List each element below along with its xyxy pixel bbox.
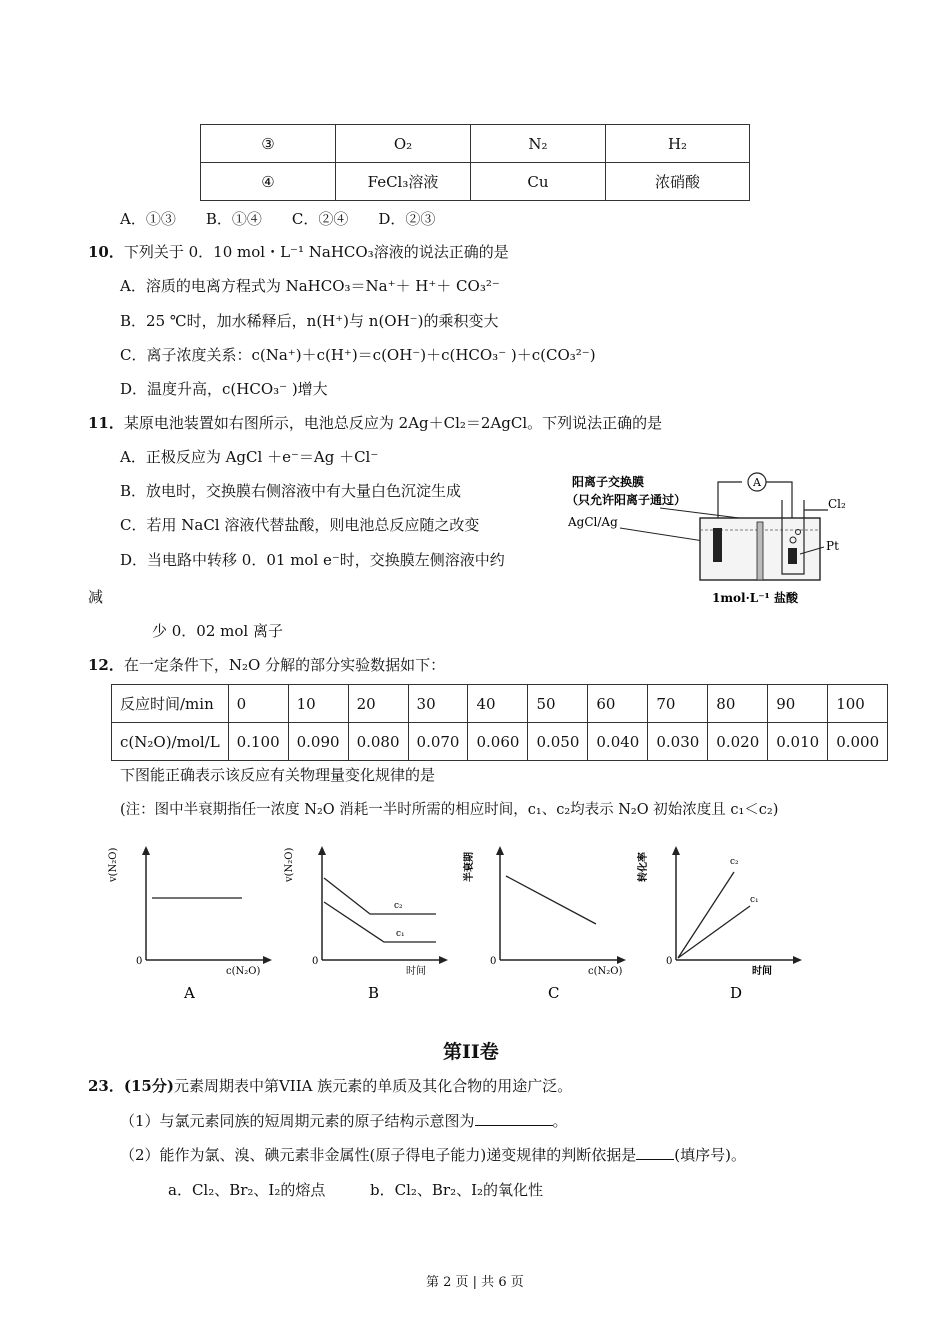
table-cell: 0.020 (708, 723, 768, 761)
x-axis-label: 时间 (406, 966, 426, 977)
c1-label: c₁ (396, 929, 405, 939)
q23-option-a: a．Cl₂、Br₂、I₂的熔点 (168, 1181, 326, 1199)
table-cell: 100 (828, 685, 888, 723)
membrane-note: （只允许阳离子通过） (566, 493, 687, 507)
table-header: c(N₂O)/mol/L (112, 723, 229, 761)
c2-line (324, 878, 436, 914)
q12-graph-c (464, 840, 636, 1010)
table-cell: O₂ (336, 125, 471, 163)
q12-graph-b (284, 840, 458, 1010)
table-cell: ④ (201, 163, 336, 201)
c1-label: c₁ (750, 895, 759, 905)
table-cell: ③ (201, 125, 336, 163)
table-cell: 0.000 (828, 723, 888, 761)
q11-option-d-end: 少 0．02 mol 离子 (152, 622, 283, 640)
table-cell: 80 (708, 685, 768, 723)
c2-label: c₂ (730, 857, 739, 867)
table-cell: 0.040 (588, 723, 648, 761)
section-title: 第II卷 (443, 1041, 499, 1063)
page-footer: 第 2 页 | 共 6 页 (426, 1275, 524, 1290)
y-axis-label: v(N₂O) (108, 847, 119, 882)
part-text: （1）与氯元素同族的短周期元素的原子结构示意图为 (120, 1112, 475, 1130)
origin-label: 0 (666, 956, 673, 967)
table-cell: 0.090 (288, 723, 348, 761)
solution-label: 1mol·L⁻¹ 盐酸 (712, 591, 798, 605)
graph-letter: A (184, 984, 195, 1002)
q10-option-c: C．离子浓度关系：c(Na⁺)＋c(H⁺)＝c(OH⁻)＋c(HCO₃⁻ )＋c(CO₃²⁻) (120, 346, 596, 364)
answer-blank[interactable] (636, 1145, 674, 1160)
question-text: 在一定条件下，N₂O 分解的部分实验数据如下： (123, 656, 446, 674)
y-axis-label: 转化率 (638, 852, 649, 882)
q10-option-b: B．25 ℃时，加水稀释后，n(H⁺)与 n(OH⁻)的乘积变大 (120, 312, 499, 330)
q11-option-b: B．放电时，交换膜右侧溶液中有大量白色沉淀生成 (120, 482, 462, 500)
part-end: 。 (552, 1112, 568, 1130)
x-axis-label: c(N₂O) (588, 966, 623, 977)
table-cell: H₂ (606, 125, 750, 163)
q11-option-a: A．正极反应为 AgCl ＋e⁻＝Ag ＋Cl⁻ (120, 448, 379, 466)
question-number: 23． (88, 1077, 124, 1095)
table-cell: 0 (228, 685, 288, 723)
q11-option-d-cont: 减 (88, 588, 104, 606)
pt-electrode (788, 548, 797, 564)
y-axis-label: 半衰期 (464, 852, 475, 882)
table-cell: 0.080 (348, 723, 408, 761)
x-axis-label: 时间 (752, 966, 772, 977)
question-number: 11． (88, 414, 124, 432)
q10-option-d: D．温度升高，c(HCO₃⁻ )增大 (120, 380, 328, 398)
q10-stem (88, 241, 509, 262)
q12-stem (88, 654, 445, 675)
table-cell: 70 (648, 685, 708, 723)
question-text: 某原电池装置如右图所示，电池总反应为 2Ag＋Cl₂＝2AgCl。下列说法正确的是 (123, 414, 663, 432)
question-text: 下列关于 0．10 mol・L⁻¹ NaHCO₃溶液的说法正确的是 (123, 243, 509, 261)
q10-option-a: A．溶质的电离方程式为 NaHCO₃＝Na⁺＋ H⁺＋ CO₃²⁻ (120, 277, 500, 295)
answer-blank[interactable] (475, 1111, 553, 1126)
galvanic-cell-diagram (560, 470, 860, 610)
c1-line (324, 902, 436, 942)
table-row (201, 125, 750, 163)
table-cell: 0.050 (528, 723, 588, 761)
q12-graph-d (638, 840, 812, 1010)
table-cell: 30 (408, 685, 468, 723)
chlorine-label: Cl₂ (828, 497, 846, 511)
reagent-table (200, 124, 750, 201)
table-cell: 90 (768, 685, 828, 723)
q23-stem (88, 1075, 572, 1096)
question-number: 12． (88, 656, 124, 674)
q12-graph-a (108, 840, 278, 1010)
table-row (201, 163, 750, 201)
table-header: 反应时间/min (112, 685, 229, 723)
part-text: （2）能作为氯、溴、碘元素非金属性(原子得电子能力)递变规律的判断依据是 (120, 1146, 637, 1164)
question-text: 元素周期表中第VIIA 族元素的单质及其化合物的用途广泛。 (173, 1077, 573, 1095)
table-cell: 0.010 (768, 723, 828, 761)
left-electrode-label: AgCl/Ag (568, 515, 618, 529)
table-cell: 0.030 (648, 723, 708, 761)
c2-label: c₂ (394, 901, 403, 911)
n2o-data-table (111, 684, 888, 761)
c2-line (678, 872, 734, 958)
table-cell: 0.070 (408, 723, 468, 761)
q23-part1 (120, 1110, 568, 1131)
question-number: 10． (88, 243, 124, 261)
question-score: (15分) (123, 1077, 174, 1095)
graph-letter: C (548, 984, 560, 1002)
table-row (112, 685, 888, 723)
graph-letter: D (730, 984, 743, 1002)
table-cell: 10 (288, 685, 348, 723)
half-life-line (506, 876, 596, 924)
origin-label: 0 (312, 956, 319, 967)
q23-part2 (120, 1144, 746, 1165)
table-cell: 0.100 (228, 723, 288, 761)
table-cell: 浓硝酸 (606, 163, 750, 201)
q11-stem (88, 412, 662, 433)
table-cell: 40 (468, 685, 528, 723)
membrane-label: 阳离子交换膜 (572, 475, 645, 489)
part-end: (填序号)。 (674, 1146, 746, 1164)
pt-label: Pt (826, 539, 839, 553)
table-cell: 0.060 (468, 723, 528, 761)
table-cell: N₂ (471, 125, 606, 163)
q12-prompt: 下图能正确表示该反应有关物理量变化规律的是 (120, 766, 436, 784)
q11-option-c: C．若用 NaCl 溶液代替盐酸，则电池总反应随之改变 (120, 516, 480, 534)
q23-option-b: b．Cl₂、Br₂、I₂的氧化性 (370, 1181, 544, 1199)
q11-option-d: D．当电路中转移 0．01 mol e⁻时，交换膜左侧溶液中约 (120, 551, 505, 569)
exchange-membrane (757, 522, 763, 580)
table-row (112, 723, 888, 761)
x-axis-label: c(N₂O) (226, 966, 261, 977)
q9-options: A．①③ B．①④ C．②④ D．②③ (120, 210, 436, 228)
agcl-ag-electrode (713, 528, 722, 562)
table-cell: FeCl₃溶液 (336, 163, 471, 201)
origin-label: 0 (136, 956, 143, 967)
table-cell: 50 (528, 685, 588, 723)
origin-label: 0 (490, 956, 497, 967)
table-cell: 60 (588, 685, 648, 723)
c1-line (678, 906, 750, 958)
y-axis-label: v(N₂O) (284, 847, 295, 882)
table-cell: 20 (348, 685, 408, 723)
ammeter-label: A (753, 476, 761, 489)
q12-note: (注：图中半衰期指任一浓度 N₂O 消耗一半时所需的相应时间，c₁、c₂均表示 N₂O 初始浓度且 c₁＜c₂) (120, 802, 779, 818)
graph-letter: B (368, 984, 380, 1002)
table-cell: Cu (471, 163, 606, 201)
